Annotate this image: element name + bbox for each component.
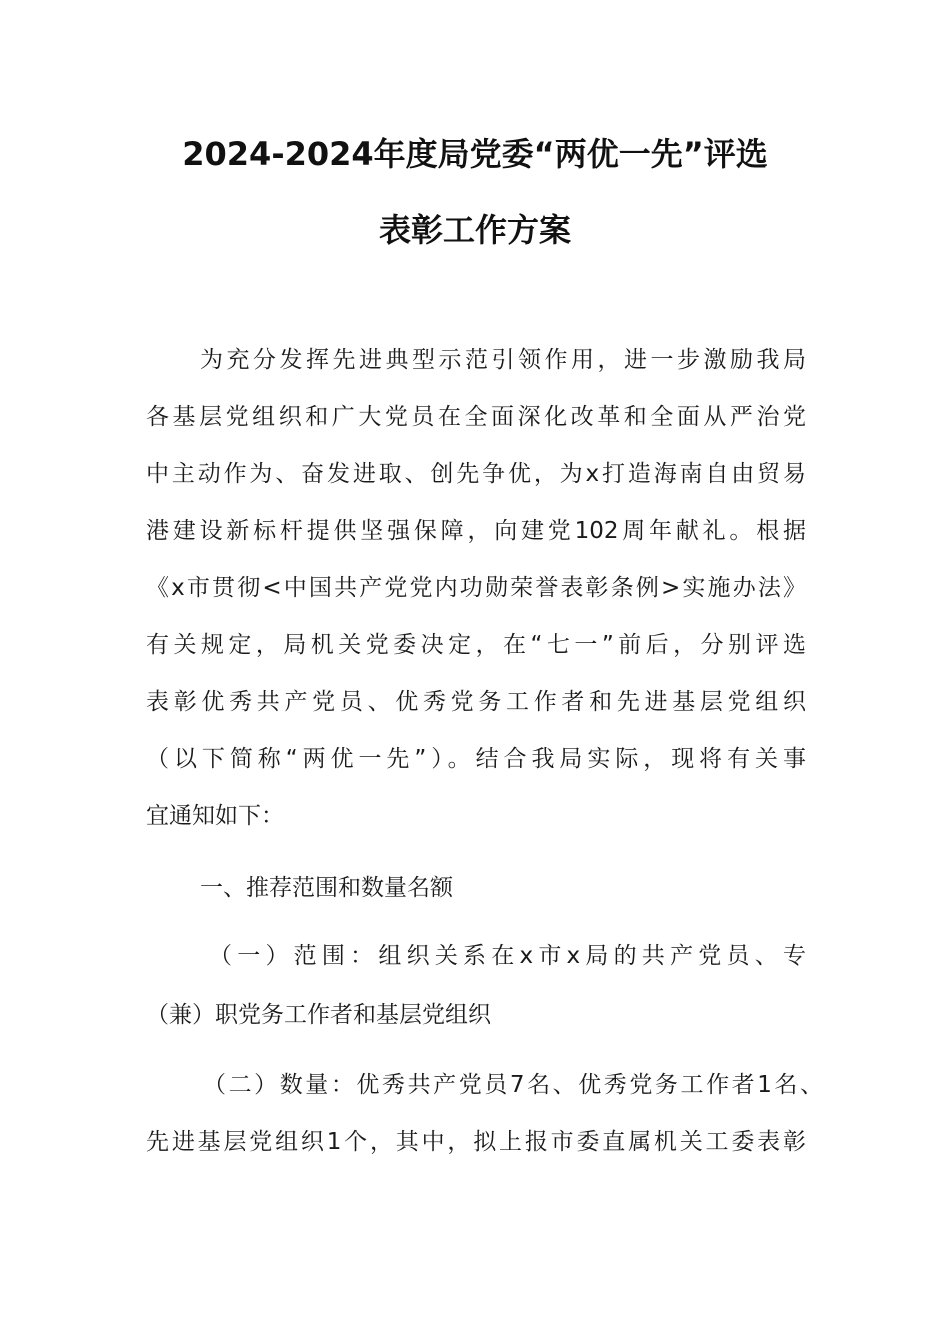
paragraph-line: （兼）职党务工作者和基层党组织	[146, 1002, 491, 1028]
paragraph-line: 为充分发挥先进典型示范引领作用，进一步激励我局	[200, 347, 806, 373]
paragraph-line: 表彰优秀共产党员、优秀党务工作者和先进基层党组织	[146, 689, 806, 715]
paragraph-line: （一）范围：组织关系在x市x局的共产党员、专	[209, 943, 806, 969]
paragraph-line: （以下简称“两优一先”）。结合我局实际，现将有关事	[146, 746, 806, 772]
paragraph-line: （二）数量：优秀共产党员7名、优秀党务工作者1名、	[203, 1072, 823, 1098]
paragraph-line: 港建设新标杆提供坚强保障，向建党102周年献礼。根据	[146, 518, 806, 544]
paragraph-line: 《x市贯彻<中国共产党党内功勋荣誉表彰条例>实施办法》	[146, 575, 806, 601]
paragraph-line: 宜通知如下：	[146, 803, 284, 829]
paragraph-line: 各基层党组织和广大党员在全面深化改革和全面从严治党	[146, 404, 806, 430]
section-heading: 一、推荐范围和数量名额	[200, 875, 453, 901]
paragraph-line: 有关规定，局机关党委决定，在“七一”前后，分别评选	[146, 632, 806, 658]
document-title-line-2: 表彰工作方案	[378, 211, 571, 249]
paragraph-line: 先进基层党组织1个，其中，拟上报市委直属机关工委表彰	[146, 1129, 806, 1155]
paragraph-line: 中主动作为、奋发进取、创先争优，为x打造海南自由贸易	[146, 461, 806, 487]
document-title-line-1: 2024-2024年度局党委“两优一先”评选	[182, 135, 768, 173]
